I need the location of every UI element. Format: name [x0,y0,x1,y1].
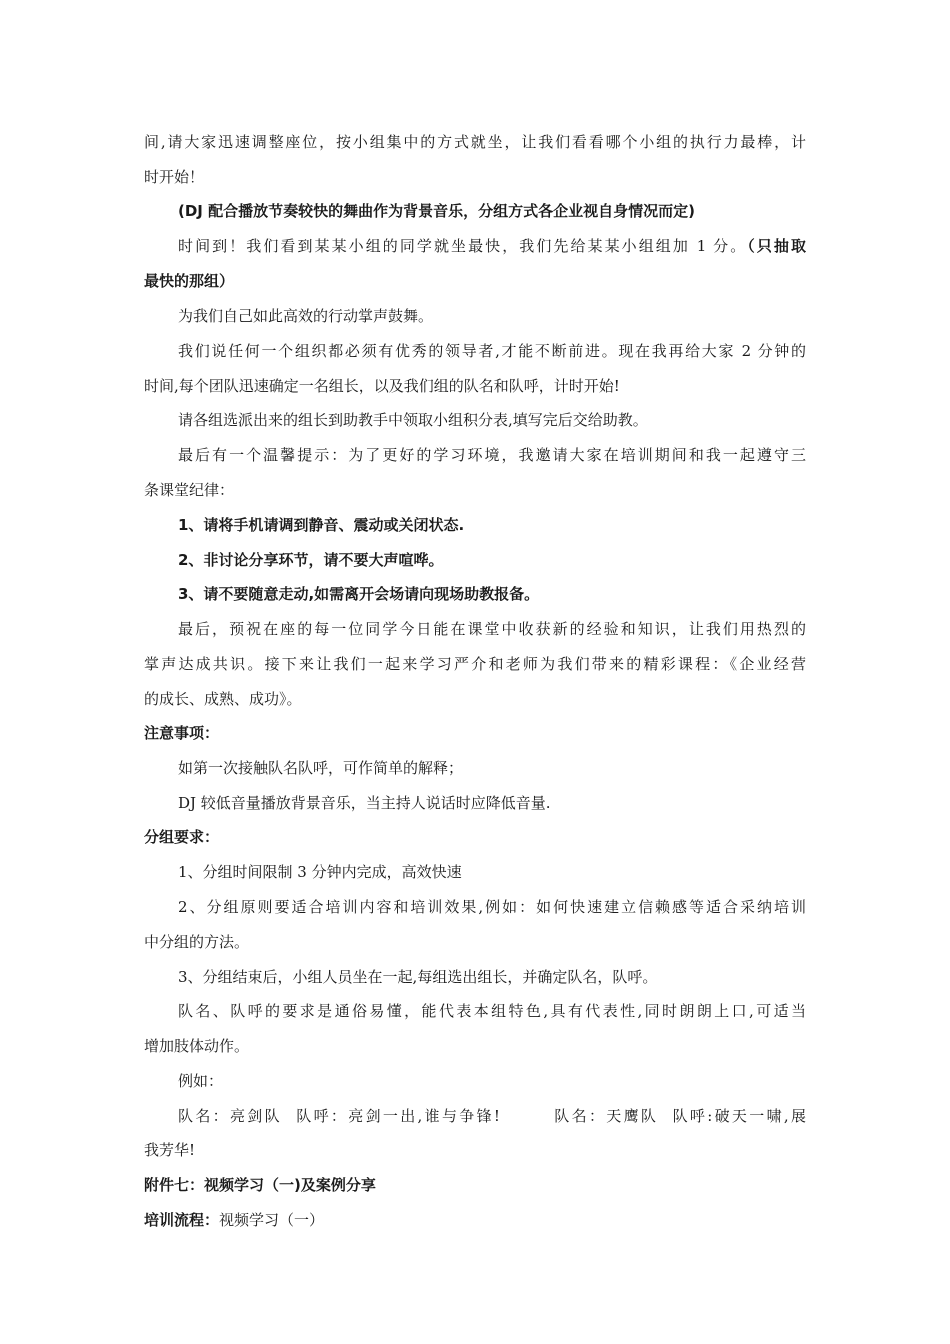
paragraph-line: 我芳华! [144,1141,196,1159]
paragraph-text: 时间到！我们看到某某小组的同学就坐最快，我们先给某某小组组加 1 分。 [178,237,748,255]
paragraph-line: 条课堂纪律： [144,481,235,499]
rule-item: 2、非讨论分享环节，请不要大声喧哗。 [178,551,444,569]
paragraph-line: 1、分组时间限制 3 分钟内完成，高效快速 [178,863,462,881]
paragraph-line: 我们说任何一个组织都必须有优秀的领导者,才能不断前进。现在我再给大家 2 分钟的 [178,342,806,360]
paragraph-line: 间,请大家迅速调整座位，按小组集中的方式就坐，让我们看看哪个小组的执行力最棒，计 [144,133,806,151]
paragraph-line: 中分组的方法。 [144,933,250,951]
paragraph-line: DJ 较低音量播放背景音乐，当主持人说话时应降低音量. [178,794,551,812]
paragraph-line: 最后，预祝在座的每一位同学今日能在课堂中收获新的经验和知识，让我们用热烈的 [178,620,806,638]
paragraph-line: 为我们自己如此高效的行动掌声鼓舞。 [178,307,434,325]
rule-item: 1、请将手机请调到静音、震动或关闭状态. [178,516,465,534]
paragraph-line: 2、分组原则要适合培训内容和培训效果,例如：如何快速建立信赖感等适合采纳培训 [178,898,806,916]
paragraph-line: 最后有一个温馨提示：为了更好的学习环境，我邀请大家在培训期间和我一起遵守三 [178,446,806,464]
paragraph-line: 增加肢体动作。 [144,1037,250,1055]
paragraph-line: 3、分组结束后，小组人员坐在一起,每组选出组长，并确定队名，队呼。 [178,968,658,986]
paragraph-line: 的成长、成熟、成功》。 [144,690,302,708]
rule-item: 3、请不要随意走动,如需离开会场请向现场助教报备。 [178,585,540,603]
team-slogan: 队呼:破天一啸,展 [670,1107,806,1125]
paragraph-line: 时开始！ [144,168,205,186]
team-name: 队名：天鹰队 [551,1107,659,1125]
process-value: 视频学习（一） [219,1211,325,1229]
paragraph-line: 时间,每个团队迅速确定一名组长，以及我们组的队名和队呼，计时开始! [144,377,620,395]
team-name: 队名：亮剑队 [178,1107,282,1125]
section-heading: 注意事项： [144,724,220,742]
process-line [144,1209,324,1230]
process-label: 培训流程： [144,1211,220,1229]
section-heading: 分组要求： [144,828,220,846]
paragraph-line [178,235,806,256]
bold-note: 最快的那组） [144,272,235,290]
paragraph-line: 请各组选派出来的组长到助教手中领取小组积分表,填写完后交给助教。 [178,411,648,429]
bold-note: （只抽取 [747,237,806,255]
example-line [178,1105,806,1126]
paragraph-line: 队名、队呼的要求是通俗易懂，能代表本组特色,具有代表性,同时朗朗上口,可适当 [178,1002,806,1020]
paragraph-line: 如第一次接触队名队呼，可作简单的解释； [178,759,464,777]
stage-direction: (DJ 配合播放节奏较快的舞曲作为背景音乐，分组方式各企业视自身情况而定) [178,202,695,220]
team-slogan: 队呼：亮剑一出,谁与争锋! [293,1107,500,1125]
paragraph-line: 例如： [178,1072,224,1090]
appendix-heading: 附件七：视频学习（一)及案例分享 [144,1176,376,1194]
paragraph-line: 掌声达成共识。接下来让我们一起来学习严介和老师为我们带来的精彩课程：《企业经营 [144,655,806,673]
